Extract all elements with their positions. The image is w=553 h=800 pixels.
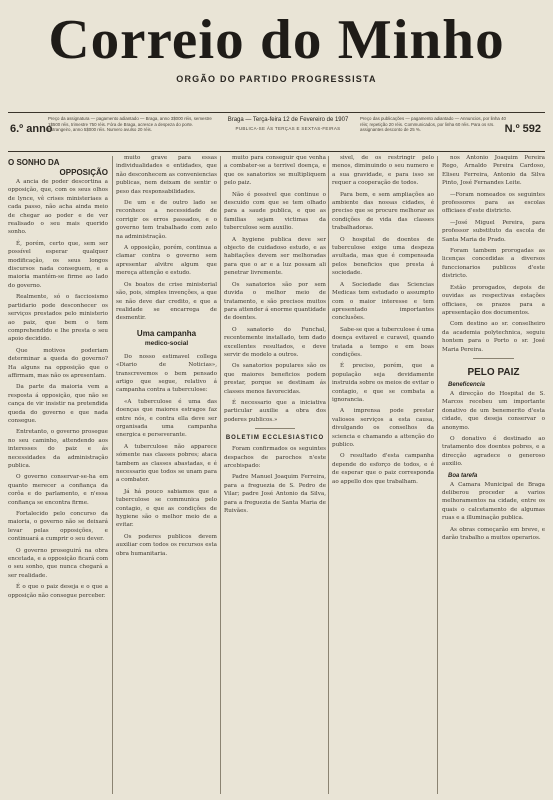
heading-line-1: O SONHO DA <box>8 158 60 167</box>
column-3 <box>224 154 326 796</box>
column-rule <box>220 156 221 794</box>
paragraph: Entretanto, o governo prosegue no seu caminho, attendendo aos interesses do paiz e ás necessidades da administração publica. <box>8 429 108 469</box>
paragraph: Já há pouco sabiamos que a tuberculose se communica pelo contagio, e que as condições de hygiene são o melhor meio de a evitar. <box>116 488 217 529</box>
paragraph: É, porém, certo que, sem ser possível esperar qualquer modificação, os seus longos discursos nada conseguem, e a maioria mantém-se firme ao lado do governo. <box>8 240 108 289</box>
paragraph: O governo conservar-se-ha em quanto merecer a confiança da corôa e do parlamento, e n'essa confiança se encontra firme. <box>8 474 108 506</box>
newspaper-subtitle: ORGÃO DO PARTIDO PROGRESSISTA <box>176 74 377 84</box>
year-label: 6.º anno <box>10 123 53 135</box>
subscription-info: Preço da assignatura — pagamento adiantado — Braga, anno 3$000 réis, semestre 1$500 réis, trimestre 750 réis. Fóra de Braga, acresce a despeza do porte. Estrangeiro, anno 5$000 réis. Numero avulso 20 réis. <box>48 116 212 133</box>
paragraph: muito para conseguir que venha a combater-se a terrivel doença, e que os sanatorios se multipliquem pelo paiz. <box>224 155 326 187</box>
paragraph: Com destino ao sr. conselheiro da academia polytechnica, seguiu hontem para o Porto o sr. José Maria Pereira. <box>442 321 545 353</box>
paragraph: sivel, de os restringir pelo menos, diminuindo o seu numero e a sua gravidade, e para isso se requer a cooperação de todos. <box>332 155 434 187</box>
paragraph: Fortalecido pelo concurso da maioria, o governo não se deixará levar pelas opposições, e continuará a cumprir o seu dever. <box>8 511 108 543</box>
info-bar <box>8 112 545 152</box>
separator <box>255 428 296 429</box>
paragraph: A ancia de poder descortina a opposição, que, com os seus olhos de lynce, vê crises ministeriaes a cada passo, não acha ainda meio de chegar ao poder e de ver realisado o seu mais querido sonho. <box>8 179 108 236</box>
paragraph: O donativo é destinado ao tratamento dos doentes pobres, e a direcção agradece o generoso auxilio. <box>442 435 545 468</box>
paragraph: O sanatorio do Funchal, recentemente installado, tem dado excellentes resultados, e deve servir de modelo a outros. <box>224 326 326 358</box>
paragraph: Realmente, só o facciosismo partidario pode desconhecer os serviços prestados pelo ministerio ao paiz, que bem o tem comprehendido e lhe presta o seu apoio decidido. <box>8 294 108 343</box>
item-heading: Beneficencia <box>448 381 486 388</box>
publication-info <box>223 117 353 131</box>
paragraph: Foram tambem prorogadas as licenças concedidas a diversos funccionarios publicos d'este districto. <box>442 248 545 280</box>
paragraph: A direcção do Hospital de S. Marcos recebeu um importante donativo de um benemerito d'esta cidade, que deseja conservar o anonymo. <box>442 390 545 431</box>
paragraph: Os poderes publicos devem auxiliar com todos os recursos esta obra humanitaria. <box>116 533 217 557</box>
column-4 <box>332 154 434 796</box>
article-heading: BOLETIM ECCLESIASTICO <box>225 435 325 442</box>
paragraph: A Camara Municipal de Braga deliberou proceder a varios melhoramentos na cidade, entre os quais o calcetamento de algumas ruas e a illuminação publica. <box>442 481 545 522</box>
paragraph: Foram confirmados os seguintes despachos de parochos n'este arcebispado: <box>224 446 326 469</box>
column-rule <box>437 156 438 794</box>
paragraph: Sabe-se que a tuberculose é uma doença evitavel e curavel, quando tratada a tempo e em boas condições. <box>332 326 434 358</box>
paragraph: Não é possivel que continue o descuido com que se tem olhado para a saude publica, e que as familias sejam victimas da tuberculose sem auxilio. <box>224 191 326 232</box>
paragraph: —José Miguel Pereira, para professor substituto da escola de Santa Maria de Prado. <box>442 219 545 243</box>
item-heading: Boa tarefa <box>448 472 478 479</box>
column-5 <box>442 154 545 796</box>
paragraph: Estão prorogados, depois de ouvidas as respectivas estações officiaes, os prazos para a apresentação dos documentos. <box>442 284 545 316</box>
paragraph: —Foram nomeados os seguintes professores para as escolas officiaes d'este districto. <box>442 191 545 215</box>
paragraph: Que motivos poderiam determinar a queda do governo? Ha alguns na opposição que o affirmam, mas não os apresentam. <box>8 347 108 379</box>
paragraph: Os boatos de crise ministerial são, pois, simples invenções, a que se não deve dar credito, e que a realidade se encarrega de desmentir. <box>116 281 217 322</box>
column-rule <box>328 156 329 794</box>
issue-number: N.º 592 <box>504 123 541 135</box>
column-1 <box>8 154 108 796</box>
paragraph: A Sociedade das Sciencias Medicas tem estudado o assumpto com o maior interesse e tem apresentado importantes conclusões. <box>332 281 434 322</box>
column-2 <box>116 154 217 796</box>
paragraph: Do nosso estimavel collega «Diario de Noticias», transcrevemos o bem pensado artigo que segue, relativo á campanha contra a tuberculose: <box>116 353 217 394</box>
masthead <box>0 8 553 84</box>
publication-schedule: PUBLICA-SE ÁS TERÇAS E SEXTAS-FEIRAS <box>235 126 341 131</box>
column-rule <box>112 156 113 794</box>
paragraph: nos Antonio Joaquim Pereira Rego, Arnaldo Pereira Cardoso, Eliseu Ferreira, Antonio da Silva Pinto, José Fernandes Leite. <box>442 155 545 187</box>
dateline: Braga — Terça-feira 12 de Fevereiro de 1907 <box>227 117 349 123</box>
newspaper-title: Correio do Minho <box>48 9 505 71</box>
paragraph: A imprensa pode prestar valiosos serviços a esta causa, divulgando os conselhos da sciencia e chamando a attenção do publico. <box>332 408 434 448</box>
paragraph: Da parte da maioria vem a resposta á opposição, que não se cança de vir insistir na pretendida queda do governo e que nada consegue. <box>8 384 108 424</box>
paragraph: O governo proseguirá na obra encetada, e a opposição ficará com o seu sonho, que nunca chegará a ser realidade. <box>8 547 108 579</box>
paragraph: O resultado d'esta campanha depende do esforço de todos, e é de esperar que o paiz corresponda ao appello dos que trabalham. <box>332 453 434 485</box>
paragraph: A tuberculose não apparece sómente nas classes pobres; ataca tambem as classes abastadas, e é necessario que todos se unam para a combater. <box>116 443 217 484</box>
paragraph: Para bem, e sem ampliações ao ambiente das nossas cidades, é preciso que se procure melhorar as condições de vida das classes trabalhadoras. <box>332 191 434 232</box>
article-heading <box>8 158 108 178</box>
paragraph: É necessario que a iniciativa particular auxilie a obra dos poderes publicos.» <box>224 399 326 423</box>
article-heading <box>116 329 217 349</box>
paragraph: O hospital de doentes de tuberculose exige uma despeza avultada, mas que é compensada pelos beneficios que presta á sociedade. <box>332 236 434 277</box>
paragraph: A opposição, porém, continua a clamar contra o governo sem apresentar alvitre algum que mereça attenção e estudo. <box>116 245 217 277</box>
paragraph: Os sanatorios são por sem duvida o melhor meio de tratamento, e são precisos muitos para attender á enorme quantidade de doentes. <box>224 281 326 322</box>
heading-line-2: OPPOSIÇÃO <box>59 168 108 177</box>
paragraph: «A tuberculose é uma das doenças que maiores estragos faz entre nós, e contra ella deve ser organisada uma campanha energica e perseverante. <box>116 398 217 439</box>
section-heading: PELO PAIZ <box>467 366 520 378</box>
paragraph: Os sanatorios populares são os que maiores beneficios podem prestar, porque se destinam ás classes menos favorecidas. <box>224 363 326 395</box>
heading-subtitle: medico-social <box>144 339 189 347</box>
paragraph: Padre Manuel Joaquim Ferreira, para a freguezia de S. Pedro de Vilar; padre José Antonio da Silva, para a freguezia de Santa Maria de Ruivães. <box>224 474 326 515</box>
paragraph: É o que o paiz deseja e o que a opposição não consegue perceber. <box>8 584 108 599</box>
paragraph: A hygiene publica deve ser objecto de cuidadoso estudo, e as habitações devem ser melhoradas para que o ar e a luz possam ali penetrar livremente. <box>224 236 326 277</box>
paragraph: De um e de outro lado se reconhece a necessidade de corrigir os erros passados, e o governo tem trabalhado com zelo na administração. <box>116 200 217 240</box>
paragraph: É preciso, porém, que a população seja devidamente instruida sobre os meios de evitar o contagio, e que se combata a ignorancia. <box>332 363 434 403</box>
separator <box>473 358 514 359</box>
heading-title: Uma campanha <box>136 328 197 338</box>
advertising-info: Preço das publicações — pagamento adiantado — Annuncios, por linha 40 réis; repetição 20 réis. Communicados, por linha 60 réis. Para os srs. assignantes desconto de 25 %. <box>360 116 506 133</box>
paragraph: muito grave para essas individualidades e entidades, que não desconhecem as conveniencias publicas, nem deixam de sentir o peso das responsabilidades. <box>116 155 217 195</box>
paragraph: As obras começarão em breve, e darão trabalho a muitos operarios. <box>442 526 545 542</box>
